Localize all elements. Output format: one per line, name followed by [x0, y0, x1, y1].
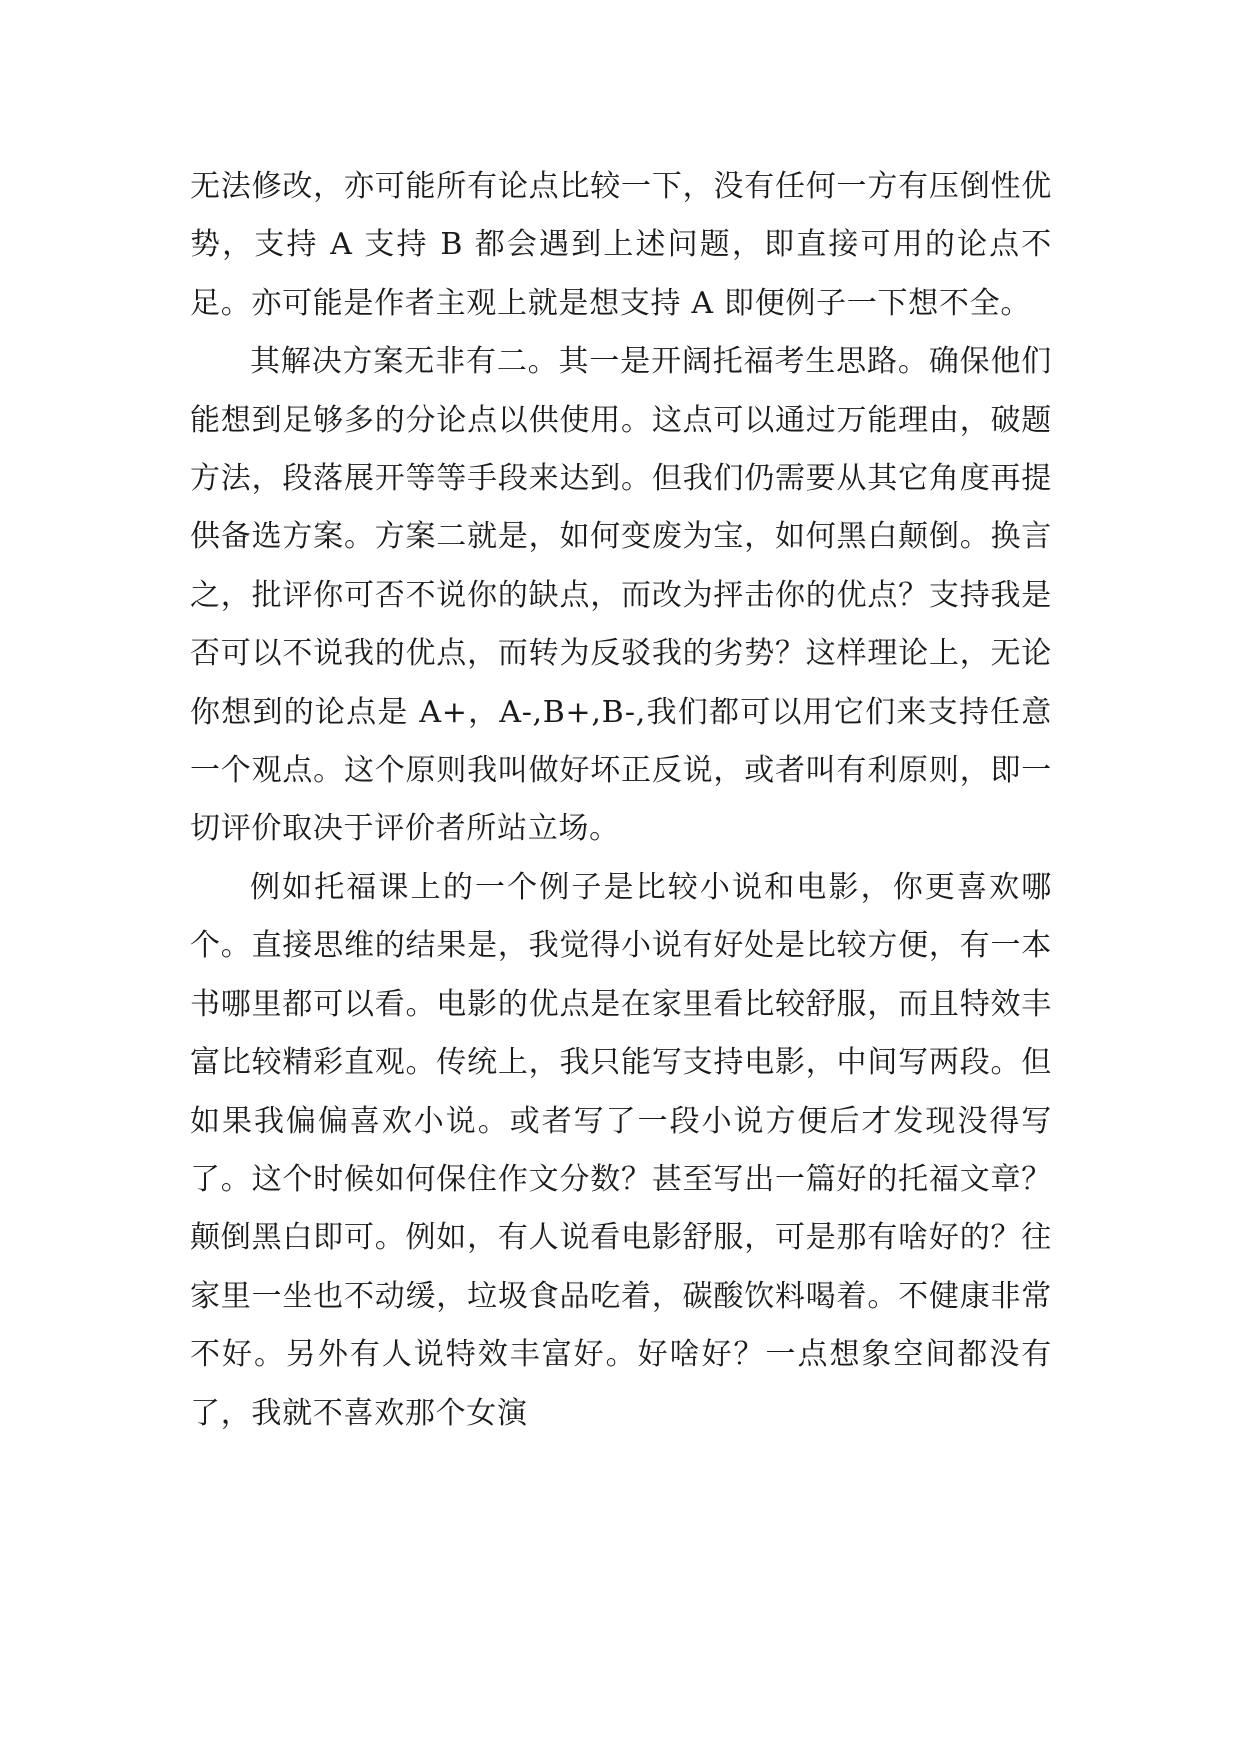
paragraph-1: 无法修改，亦可能所有论点比较一下，没有任何一方有压倒性优势，支持 A 支持 B 都会遇到上述问题，即直接可用的论点不足。亦可能是作者主观上就是想支持 A 即便例子一下想不全。	[190, 169, 1052, 321]
paragraph-3: 例如托福课上的一个例子是比较小说和电影，你更喜欢哪个。直接思维的结果是，我觉得小说有好处是比较方便，有一本书哪里都可以看。电影的优点是在家里看比较舒服，而且特效丰富比较精彩直观。传统上，我只能写支持电影，中间写两段。但如果我偏偏喜欢小说。或者写了一段小说方便后才发现没得写了。这个时候如何保住作文分数？甚至写出一篇好的托福文章？颠倒黑白即可。例如，有人说看电影舒服，可是那有啥好的？往家里一坐也不动缓，垃圾食品吃着，碳酸饮料喝着。不健康非常不好。另外有人说特效丰富好。好啥好？一点想象空间都没有了，我就不喜欢那个女演	[190, 869, 1052, 1431]
document-page	[190, 158, 1052, 1443]
paragraph-2: 其解决方案无非有二。其一是开阔托福考生思路。确保他们能想到足够多的分论点以供使用。这点可以通过万能理由，破题方法，段落展开等等手段来达到。但我们仍需要从其它角度再提供备选方案。方案二就是，如何变废为宝，如何黑白颠倒。换言之，批评你可否不说你的缺点，而改为抨击你的优点？支持我是否可以不说我的优点，而转为反驳我的劣势？这样理论上，无论你想到的论点是 A+，A-,B+,B-,我们都可以用它们来支持任意一个观点。这个原则我叫做好坏正反说，或者叫有利原则，即一切评价取决于评价者所站立场。	[190, 344, 1052, 847]
